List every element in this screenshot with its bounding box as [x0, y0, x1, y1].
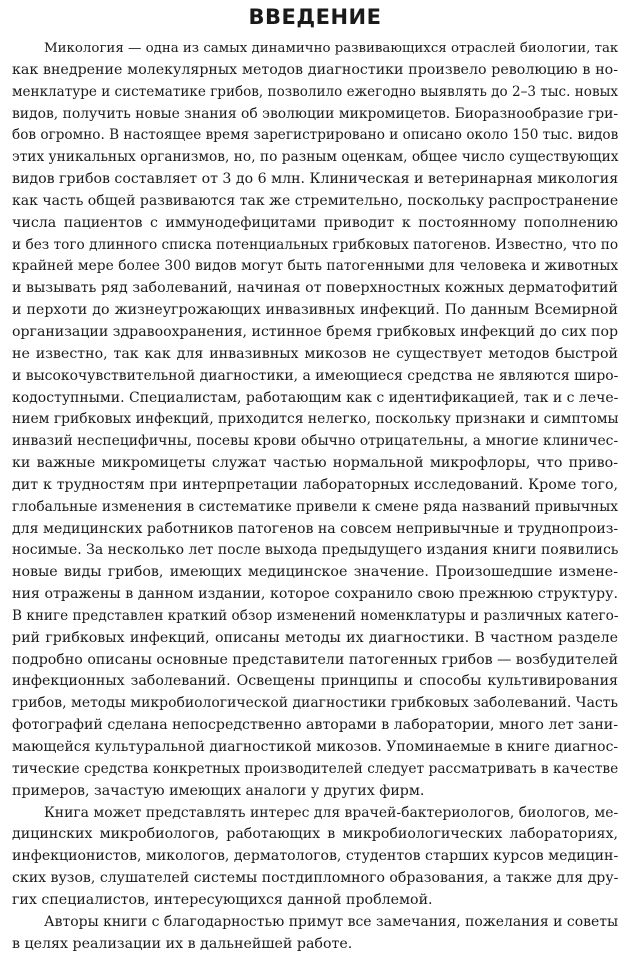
text-line: Микология — одна из самых динамично развивающихся отраслей биологии, так [44, 41, 619, 56]
text-line: менклатуре и систематике грибов, позволило ежегодно выявлять до 2–3 тыс. новых [12, 83, 618, 100]
text-line: ских вузов, слушателей системы постдипломного образования, а также для дру- [12, 870, 619, 887]
text-line: и высокочувствительной диагностики, а имеющиеся средства не являются широ- [12, 367, 619, 384]
body-text [12, 38, 618, 955]
text-line: этих уникальных организмов, но, по разным оценкам, общее число существующих [12, 149, 619, 166]
paragraph [12, 912, 618, 955]
text-line: крайней мере более 300 видов могут быть патогенными для человека и животных [12, 258, 619, 275]
text-line: инфекционных заболеваний. Освещены принципы и способы культивирования [12, 673, 618, 690]
text-line: примеров, зачастую имеющих аналоги у других фирм. [12, 782, 425, 799]
text-line: числа пациентов с иммунодефицитами приводит к постоянному пополнению [12, 214, 618, 231]
text-line: не известно, так как для инвазивных микозов не существует методов быстрой [12, 345, 618, 362]
text-line: глобальные изменения в систематике привели к смене ряда названий привычных [12, 498, 619, 515]
text-line: дицинских микробиологов, работающих в микробиологических лабораториях, [12, 826, 618, 843]
text-line: ния отражены в данном издании, которое сохранило свою прежнюю структуру. [12, 586, 618, 603]
text-line: Книга может представлять интерес для врачей-бактериологов, биологов, ме- [44, 804, 619, 821]
text-line: нием грибковых инфекций, приходится нелегко, поскольку признаки и симптомы [12, 411, 619, 428]
text-line: тические средства конкретных производителей следует рассматривать в качестве [12, 760, 619, 777]
text-line: рий грибковых инфекций, описаны методы их диагностики. В частном разделе [12, 629, 618, 646]
text-line: ки важные микромицеты служат частью нормальной микрофлоры, что приво- [12, 455, 618, 472]
text-line: дит к трудностям при интерпретации лабораторных исследований. Кроме того, [12, 476, 618, 493]
text-line: грибов, методы микробиологической диагностики грибковых заболеваний. Часть [12, 695, 618, 712]
text-line: подробно описаны основные представители патогенных грибов — возбудителей [12, 651, 619, 668]
text-line: носимые. За несколько лет после выхода предыдущего издания книги появились [12, 542, 619, 559]
text-line: как часть общей развиваются так же стремительно, поскольку распространение [12, 192, 619, 209]
text-line: бов огромно. В настоящее время зарегистрировано и описано около 150 тыс. видов [12, 127, 619, 144]
text-line: фотографий сделана непосредственно авторами в лаборатории, много лет зани- [12, 717, 618, 734]
text-line: для медицинских работников патогенов на совсем непривычные и труднопроиз- [12, 520, 619, 537]
text-line: видов грибов составляет от 3 до 6 млн. Клиническая и ветеринарная микология [12, 171, 619, 188]
text-line: и вызывать ряд заболеваний, начиная от поверхностных кожных дерматофитий [12, 280, 618, 297]
text-line: и без того длинного списка потенциальных грибковых патогенов. Известно, что по [12, 236, 619, 253]
text-line: в целях реализации их в дальнейшей работе. [12, 935, 353, 952]
text-line: инфекционистов, микологов, дерматологов, студентов старших курсов медицин- [12, 848, 619, 865]
paragraph [12, 803, 618, 912]
text-line: В книге представлен краткий обзор изменений номенклатуры и различных катего- [12, 607, 619, 624]
text-line: как внедрение молекулярных методов диагностики произвело революцию в но- [12, 61, 618, 78]
text-line: новые виды грибов, имеющих медицинское значение. Произошедшие измене- [12, 564, 618, 581]
text-line: организации здравоохранения, истинное бремя грибковых инфекций до сих пор [12, 323, 618, 340]
text-line: инвазий неспецифичны, посевы крови обычно отрицательны, а многие клиничес- [12, 433, 619, 450]
paragraph [12, 38, 618, 803]
page-title: ВВЕДЕНИЕ [248, 5, 382, 29]
text-line: кодоступными. Специалистам, работающим как с идентификацией, так и с лече- [12, 389, 619, 406]
text-line: мающейся культуральной диагностикой микозов. Упоминаемые в книге диагнос- [12, 739, 619, 755]
text-line: Авторы книги с благодарностью примут все замечания, пожелания и советы [44, 913, 619, 930]
text-line: видов, получить новые знания об эволюции микромицетов. Биоразнообразие гри- [12, 105, 619, 122]
text-line: гих специалистов, интересующихся данной проблемой. [12, 891, 433, 908]
text-line: и перхоти до жизнеугрожающих инвазивных инфекций. По данным Всемирной [12, 302, 618, 319]
